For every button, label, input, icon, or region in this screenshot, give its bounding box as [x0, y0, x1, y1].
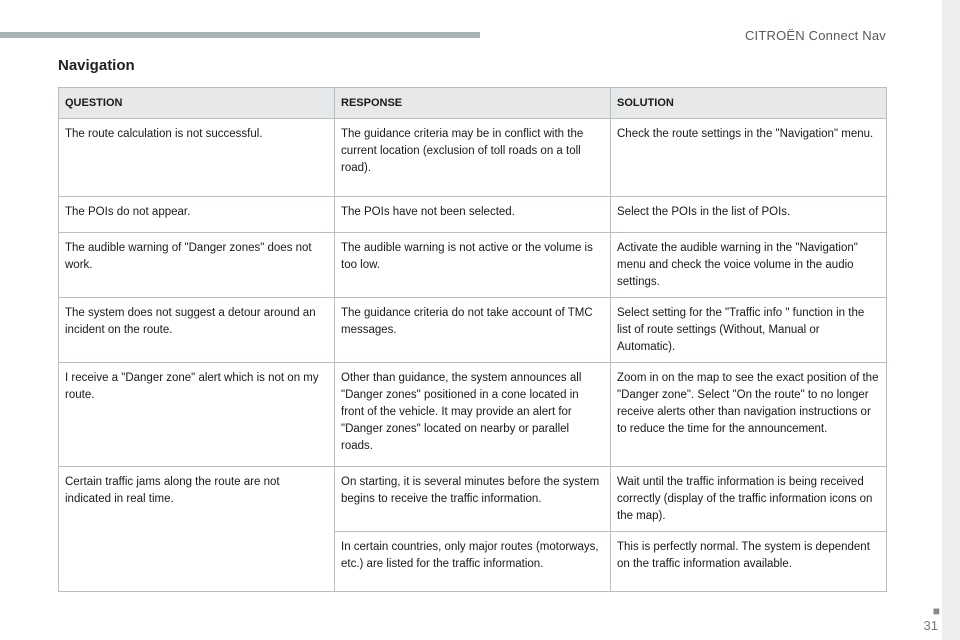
solution-cell: This is perfectly normal. The system is dependent on the traffic information available.	[611, 532, 887, 592]
question-cell: The audible warning of "Danger zones" does not work.	[59, 233, 335, 298]
section-title: Navigation	[58, 57, 135, 74]
response-cell: The POIs have not been selected.	[335, 197, 611, 233]
response-cell: The audible warning is not active or the volume is too low.	[335, 233, 611, 298]
response-cell: In certain countries, only major routes (motorways, etc.) are listed for the traffic information.	[335, 532, 611, 592]
solution-cell: Wait until the traffic information is being received correctly (display of the traffic information icons on the map).	[611, 467, 887, 532]
response-cell: Other than guidance, the system announces all "Danger zones" positioned in a cone located in front of the vehicle. It may provide an alert for "Danger zones" located on nearby or parallel roads.	[335, 363, 611, 467]
table-row	[59, 233, 887, 298]
table-row	[59, 298, 887, 363]
response-cell: On starting, it is several minutes before the system begins to receive the traffic information.	[335, 467, 611, 532]
column-header-response: RESPONSE	[335, 88, 611, 119]
continuation-marker: ■	[932, 604, 940, 618]
column-header-question: QUESTION	[59, 88, 335, 119]
side-margin-strip	[942, 0, 960, 640]
response-cell: The guidance criteria may be in conflict with the current location (exclusion of toll roads on a toll road).	[335, 119, 611, 197]
question-cell: The route calculation is not successful.	[59, 119, 335, 197]
response-cell: The guidance criteria do not take account of TMC messages.	[335, 298, 611, 363]
header-rule	[0, 32, 480, 38]
table-header-row	[59, 88, 887, 119]
table-row	[59, 467, 887, 532]
question-cell: Certain traffic jams along the route are not indicated in real time.	[59, 467, 335, 592]
brand-header: CITROËN Connect Nav	[744, 28, 886, 43]
table-row	[59, 197, 887, 233]
troubleshooting-table	[58, 87, 887, 592]
solution-cell: Zoom in on the map to see the exact position of the "Danger zone". Select "On the route" to no longer receive alerts other than navigation instructions or to reduce the time for the announcement.	[611, 363, 887, 467]
page-number: 31	[923, 618, 938, 633]
question-cell: The POIs do not appear.	[59, 197, 335, 233]
solution-cell: Activate the audible warning in the "Navigation" menu and check the voice volume in the audio settings.	[611, 233, 887, 298]
column-header-solution: SOLUTION	[611, 88, 887, 119]
question-cell: I receive a "Danger zone" alert which is not on my route.	[59, 363, 335, 467]
solution-cell: Check the route settings in the "Navigation" menu.	[611, 119, 887, 197]
solution-cell: Select the POIs in the list of POIs.	[611, 197, 887, 233]
solution-cell: Select setting for the "Traffic info " function in the list of route settings (Without, Manual or Automatic).	[611, 298, 887, 363]
table-row	[59, 119, 887, 197]
question-cell: The system does not suggest a detour around an incident on the route.	[59, 298, 335, 363]
table-row	[59, 363, 887, 467]
